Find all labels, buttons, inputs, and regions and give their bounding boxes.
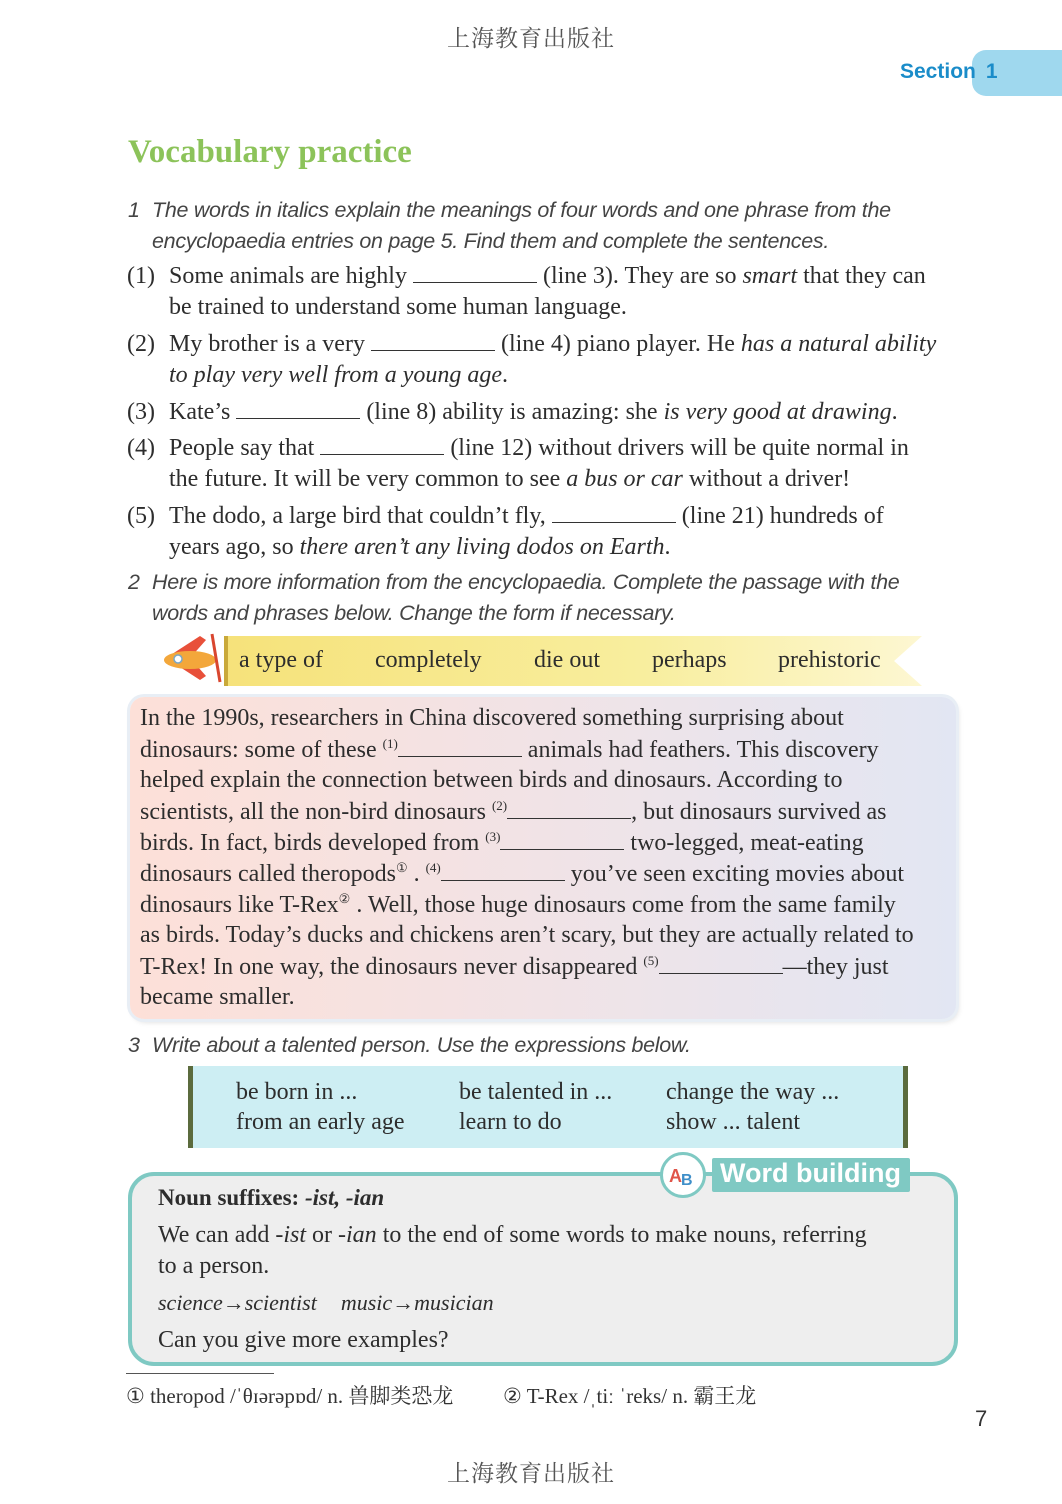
answer-blank[interactable] (413, 266, 537, 283)
word-bank-item: perhaps (652, 647, 727, 673)
expression-item: change the way ... (666, 1079, 840, 1105)
item-text: Some animals are highly (169, 263, 413, 289)
item-text: (line 8) ability is amazing: she (360, 399, 664, 425)
ex1-item-1 (127, 263, 926, 290)
section-number: 1 (985, 60, 998, 83)
item-text: . (664, 534, 671, 560)
passage-line (140, 860, 904, 888)
footnote-2: ② T-Rex /ˌtiː ˈreks/ n. 霸王龙 (503, 1384, 757, 1408)
ex1-item-3 (127, 399, 898, 426)
item-number: (2) (127, 331, 155, 357)
passage-line (140, 891, 896, 919)
ex1-item-5-line2 (169, 534, 670, 561)
item-number: (4) (127, 435, 155, 461)
page-title: Vocabulary practice (128, 134, 412, 170)
passage-line (140, 736, 879, 764)
ex1-item-5 (127, 503, 884, 530)
body-text: to the end of some words to make nouns, referring (376, 1222, 867, 1248)
blank-mark: (3) (485, 829, 501, 844)
svg-text:A: A (669, 1166, 682, 1186)
ex2-instruction-line1: Here is more information from the encyclopaedia. Complete the passage with the (152, 570, 900, 594)
item-number: (3) (127, 399, 155, 425)
section-label (900, 60, 1062, 84)
footnote-rule (126, 1373, 274, 1374)
item-number: (5) (127, 503, 155, 529)
item-text: (line 12) without drivers will be quite normal in (444, 435, 909, 461)
ex1-item-1-line2: be trained to understand some human language. (169, 294, 627, 320)
word-building-label: Word building (720, 1158, 901, 1188)
ex3-number: 3 (128, 1033, 140, 1057)
heading-italic: -ist, -ian (304, 1185, 385, 1210)
passage-line: helped explain the connection between birds and dinosaurs. According to (140, 767, 843, 793)
word-bank-edge (224, 636, 228, 686)
answer-blank[interactable] (398, 740, 522, 757)
answer-blank[interactable] (441, 864, 565, 881)
svg-text:B: B (681, 1172, 693, 1189)
word-bank-item: a type of (239, 647, 323, 673)
passage-text: T-Rex! In one way, the dinosaurs never disappeared (140, 954, 644, 980)
expression-item: show ... talent (666, 1109, 800, 1135)
footnote-mark: ① (395, 860, 408, 875)
word-building-body-line1 (158, 1222, 867, 1249)
blank-mark: (1) (382, 736, 398, 751)
example-text: music→musician (340, 1290, 494, 1315)
item-text: that they can (797, 263, 926, 289)
ex1-item-4 (127, 435, 909, 462)
item-italic: a bus or car (566, 466, 683, 492)
item-text: My brother is a very (169, 331, 371, 357)
footnote-mark: ② (338, 891, 351, 906)
item-text: People say that (169, 435, 321, 461)
airplane-icon (160, 630, 224, 686)
page-number: 7 (975, 1406, 988, 1431)
ex1-item-4-line2 (169, 466, 850, 493)
passage-text: scientists, all the non-bird dinosaurs (140, 799, 492, 825)
item-text: (line 3). They are so (536, 263, 743, 289)
answer-blank[interactable] (320, 438, 444, 455)
passage-text: animals had feathers. This discovery (521, 737, 879, 763)
answer-blank[interactable] (371, 334, 495, 351)
item-text: . (502, 362, 509, 388)
passage-line (140, 953, 889, 981)
ex3-instruction: Write about a talented person. Use the expressions below. (152, 1033, 691, 1057)
item-text: (line 21) hundreds of (675, 503, 884, 529)
expression-item: be born in ... (236, 1079, 358, 1105)
body-italic: -ist (275, 1222, 307, 1248)
passage-text: dinosaurs called theropods (140, 861, 396, 887)
ex2-instruction-line2: words and phrases below. Change the form if necessary. (152, 601, 676, 625)
passage-line (140, 798, 886, 826)
answer-blank[interactable] (552, 506, 676, 523)
ex2-number: 2 (128, 570, 140, 594)
passage-text: . Well, those huge dinosaurs come from the same family (350, 892, 896, 918)
item-text: years ago, so (169, 534, 300, 560)
item-italic: smart (742, 263, 798, 289)
passage-text: you’ve seen exciting movies about (564, 861, 905, 887)
passage-text: dinosaurs: some of these (140, 737, 383, 763)
word-bank-item: prehistoric (778, 647, 881, 673)
word-building-body-line2: to a person. (158, 1253, 270, 1279)
abc-icon (660, 1152, 706, 1198)
passage-line: as birds. Today’s ducks and chickens aren’t scary, but they are actually related to (140, 922, 914, 948)
ex1-item-2 (127, 331, 937, 358)
word-building-examples (158, 1290, 494, 1316)
ex1-item-2-line2 (169, 362, 508, 389)
word-building-heading (158, 1185, 384, 1211)
item-text: the future. It will be very common to see (169, 466, 567, 492)
word-bank-item: completely (375, 647, 482, 673)
expression-item: learn to do (459, 1109, 562, 1135)
passage-line: became smaller. (140, 984, 295, 1010)
answer-blank[interactable] (507, 802, 631, 819)
passage-text: birds. In fact, birds developed from (140, 830, 486, 856)
item-text: without a driver! (682, 466, 851, 492)
publisher-header: 上海教育出版社 (447, 26, 615, 52)
footnote-1: ① theropod /ˈθɪərəpɒd/ n. 兽脚类恐龙 (126, 1384, 454, 1408)
answer-blank[interactable] (659, 957, 783, 974)
item-text: . (891, 399, 898, 425)
item-number: (1) (127, 263, 155, 289)
passage-text: . (407, 861, 426, 887)
item-text: Kate’s (169, 399, 237, 425)
answer-blank[interactable] (236, 402, 360, 419)
ex1-number: 1 (128, 198, 140, 222)
word-bank-item: die out (534, 647, 600, 673)
body-italic: -ian (338, 1222, 377, 1248)
expression-item: be talented in ... (459, 1079, 613, 1105)
passage-text: —they just (782, 954, 889, 980)
item-italic: to play very well from a young age (169, 362, 503, 388)
body-text: or (306, 1222, 339, 1248)
section-word: Section (900, 60, 976, 83)
body-text: We can add (158, 1222, 276, 1248)
ex1-instruction-line1: The words in italics explain the meanings of four words and one phrase from the (152, 198, 891, 222)
item-text: (line 4) piano player. He (494, 331, 741, 357)
blank-mark: (4) (425, 860, 441, 875)
item-italic: there aren’t any living dodos on Earth (299, 534, 665, 560)
abc-glyph-icon (663, 1155, 703, 1195)
answer-blank[interactable] (500, 833, 624, 850)
publisher-footer: 上海教育出版社 (447, 1461, 615, 1487)
blank-mark: (5) (643, 953, 659, 968)
passage-text: two-legged, meat-eating (624, 830, 864, 856)
heading-text: Noun suffixes: (158, 1185, 305, 1210)
blank-mark: (2) (491, 798, 508, 813)
item-italic: is very good at drawing (663, 399, 892, 425)
ex1-instruction-line2: encyclopaedia entries on page 5. Find them and complete the sentences. (152, 229, 830, 253)
example-text: science→scientist (158, 1290, 317, 1315)
passage-line: In the 1990s, researchers in China discovered something surprising about (140, 705, 844, 731)
item-italic: has a natural ability (740, 331, 937, 357)
expression-item: from an early age (236, 1109, 405, 1135)
word-building-question: Can you give more examples? (158, 1327, 449, 1353)
passage-text: dinosaurs like T-Rex (140, 892, 339, 918)
passage-line (140, 829, 864, 857)
item-text: The dodo, a large bird that couldn’t fly, (169, 503, 552, 529)
passage-text: , but dinosaurs survived as (631, 799, 887, 825)
